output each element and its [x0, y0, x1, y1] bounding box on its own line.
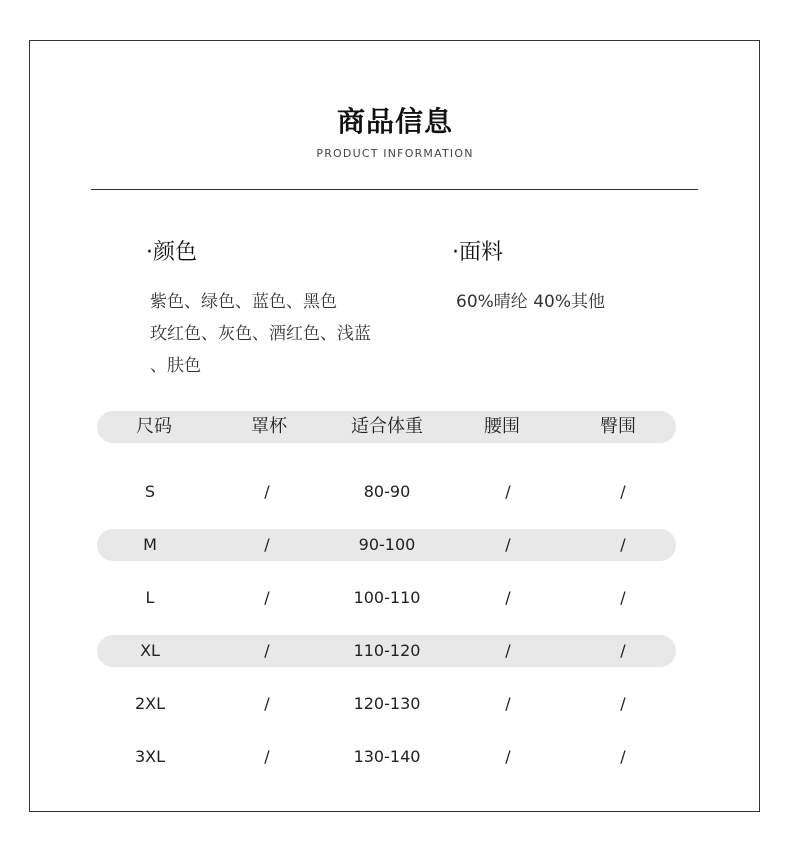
header-cup: 罩杯 [251, 416, 287, 437]
divider [91, 189, 698, 190]
cell-weight: 100-110 [353, 588, 421, 607]
cell-size: M [143, 535, 157, 554]
cell-size: S [144, 482, 156, 501]
table-row [97, 476, 676, 508]
cell-waist: / [505, 694, 511, 713]
cell-cup: / [264, 535, 270, 554]
cell-waist: / [505, 747, 511, 766]
table-row [97, 635, 676, 667]
cell-weight: 120-130 [353, 694, 421, 713]
table-row [97, 529, 676, 561]
cell-cup: / [264, 482, 270, 501]
cell-cup: / [264, 694, 270, 713]
cell-cup: / [264, 641, 270, 660]
color-line: 紫色、绿色、蓝色、黑色 [150, 292, 337, 312]
cell-weight: 80-90 [363, 482, 411, 501]
cell-weight: 110-120 [353, 641, 421, 660]
table-header-row [97, 411, 676, 443]
cell-waist: / [505, 482, 511, 501]
cell-size: XL [140, 641, 160, 660]
color-line: 、肤色 [150, 356, 201, 376]
cell-waist: / [505, 588, 511, 607]
cell-cup: / [264, 588, 270, 607]
page-subtitle: PRODUCT INFORMATION [316, 147, 474, 160]
cell-hip: / [620, 747, 626, 766]
header-hip: 臀围 [600, 416, 636, 437]
cell-hip: / [620, 482, 626, 501]
cell-weight: 130-140 [353, 747, 421, 766]
cell-hip: / [620, 694, 626, 713]
cell-cup: / [264, 747, 270, 766]
color-list [150, 286, 371, 382]
page-title: 商品信息 [336, 105, 453, 138]
cell-weight: 90-100 [358, 535, 416, 554]
cell-hip: / [620, 588, 626, 607]
cell-hip: / [620, 535, 626, 554]
header-weight: 适合体重 [351, 416, 423, 437]
cell-waist: / [505, 641, 511, 660]
cell-hip: / [620, 641, 626, 660]
header-waist: 腰围 [484, 416, 520, 437]
color-line: 玫红色、灰色、酒红色、浅蓝 [150, 324, 371, 344]
cell-size: 3XL [134, 747, 166, 766]
table-row [97, 741, 676, 773]
table-row [97, 688, 676, 720]
header-size: 尺码 [136, 416, 172, 437]
cell-waist: / [505, 535, 511, 554]
fabric-heading: ·面料 [452, 240, 503, 265]
fabric-composition: 60%晴纶 40%其他 [456, 292, 605, 312]
cell-size: 2XL [134, 694, 166, 713]
table-row [97, 582, 676, 614]
color-heading: ·颜色 [146, 240, 197, 265]
cell-size: L [145, 588, 155, 607]
